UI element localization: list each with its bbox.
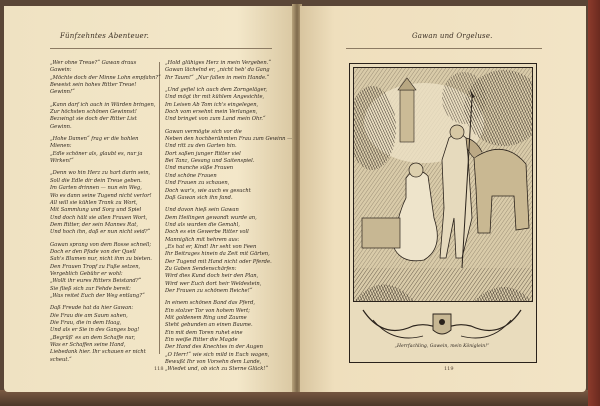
verse-line: Steht gebunden an einen Baume. xyxy=(165,322,253,329)
verse-line: „Edle schöner als, glaubt es, nur ja xyxy=(50,150,143,157)
verse-line: „O Herr!“ wie sich mild in Euch wagen, xyxy=(165,351,270,358)
verse-line: scheut.“ xyxy=(50,356,72,363)
verse-line: „Denn wo hin Herz zu hart darin sein, xyxy=(50,170,151,177)
verse-line: „Wollt ihr eures Ritters Beistand?“ xyxy=(50,278,142,285)
right-running-head: Gawan und Orgeluse. xyxy=(412,32,493,40)
verse-line: Ihr Beitrages hinein da Zeit mit Gärten, xyxy=(165,251,270,258)
verse-line: Wird wer Euch dort heir Weldestein, xyxy=(165,280,262,287)
verse-line: Im Leisen Ab Tom ich's eingelegen, xyxy=(165,101,259,108)
verse-stanza xyxy=(165,128,293,202)
verse-line: Manniglich mit hehrem aus: xyxy=(165,236,240,243)
verse-line: Gewinn. xyxy=(50,123,72,130)
verse-line: Sah's Blumen nur, nicht ihm zu bieten. xyxy=(50,256,152,263)
right-text-column xyxy=(165,60,293,379)
verse-line: Wird dies Kund doch heir den Plan, xyxy=(165,273,259,280)
verse-line: Und bringet von zum Land mein Ohr.“ xyxy=(165,116,266,123)
verse-line: Sie fließ sich zur Fehde bereit: xyxy=(50,285,131,292)
verse-stanza xyxy=(50,305,154,364)
verse-line: Soll die Edle dir dein Treue geben. xyxy=(50,177,142,184)
verse-line: Die Frau die am Saum sahen, xyxy=(50,312,128,319)
verse-stanza xyxy=(50,136,154,165)
left-running-head: Fünfzehntes Abenteuer. xyxy=(60,32,150,40)
verse-line: Ein stolzer Tor von hohem Wert; xyxy=(165,307,250,314)
verse-stanza xyxy=(165,87,273,124)
verse-stanza xyxy=(50,242,154,301)
verse-line: Und doch hält sie allen Frauen Wort, xyxy=(50,214,148,221)
verse-line: Gewinn!“ xyxy=(50,89,75,96)
verse-line: „Wer ohne Treue?“ Gawan draus xyxy=(50,60,137,66)
verse-line: Dem Heilingen gewandt wurde an, xyxy=(165,214,257,221)
verse-line: Doch war's, wie auch es gesucht xyxy=(165,187,251,194)
verse-line: „Was reitet Euch der Weg entlang?“ xyxy=(50,292,145,299)
verse-line: Und ritt zu den Garten hin. xyxy=(165,143,237,150)
left-head-rule xyxy=(50,48,272,49)
verse-line: Mit Sammlung und Sorg und Spiel xyxy=(50,207,142,214)
verse-line: Gawan vermögte sich vor die xyxy=(165,128,242,135)
verse-line: Und mögt ihr mit kühlem Angesichte, xyxy=(165,94,265,101)
verse-line: „Und gefiel ich auch dem Zorngeläger, xyxy=(165,87,268,94)
verse-line: Mit goldenem Ring und Zaume xyxy=(165,315,247,321)
verse-line: In einem schönen Band das Pferd, xyxy=(165,300,256,307)
verse-line: Ein weiße Ritter die Magde xyxy=(165,337,238,344)
right-page-number: 119 xyxy=(444,366,454,372)
right-page xyxy=(300,6,586,392)
verse-line: Wo es dann seine Tugend nicht verlor! xyxy=(50,192,152,199)
verse-line: Bezwingt sie doch der Ritter List xyxy=(50,116,137,123)
verse-line: Gawan sprang von dem Rosse schnell; xyxy=(50,241,152,248)
verse-line: Zur höchsten schönen Gewinnst! xyxy=(50,109,137,116)
engraving-illustration xyxy=(353,67,533,302)
left-page-number: 118 xyxy=(154,366,164,372)
verse-stanza xyxy=(165,207,273,295)
verse-stanza xyxy=(50,170,154,236)
verse-stanza xyxy=(165,300,273,373)
verse-line: „Begrüß' es an dem Schaffe nur, xyxy=(50,334,136,341)
verse-line: Bewußt Ihr von Vorsehn dem Lande, xyxy=(165,359,262,366)
verse-line: Und manche süße Frauen xyxy=(165,165,234,172)
verse-line: Was er Schaffen seine Hand, xyxy=(50,342,126,349)
plate-caption: „Herrfachling, Gawein, mein Königlein!“ xyxy=(394,344,490,349)
verse-line: Zu Gaben Sendenschärfen: xyxy=(165,265,237,272)
verse-line: Ein mit dem Toren ruhet eine xyxy=(165,329,243,336)
verse-line: Und als wurden die Gemahl, xyxy=(165,221,240,228)
verse-line: Und Frauen zu schauen, xyxy=(165,180,230,187)
verse-line: Doch es ein Gewerbe Ritter voll xyxy=(165,229,249,236)
verse-line: Wirken!“ xyxy=(50,158,74,165)
verse-line: Dort saßen junger Ritter viel xyxy=(165,150,241,157)
verse-line: Daß Freude hat da hier Gawan: xyxy=(50,305,134,312)
verse-line: „Es hat er, Kind! Ihr seht von Feen xyxy=(165,243,257,250)
verse-stanza xyxy=(50,60,161,97)
verse-line: Und schöne Frauen xyxy=(165,172,217,179)
verse-line: Beweist sein hohes Ritter Treue! xyxy=(50,82,137,89)
verse-line: Doch vom ersehnt mein Verlangen, xyxy=(165,109,258,116)
verse-line: „Wiedet und, ob sich zu Sterne Glück!“ xyxy=(165,366,269,373)
verse-line: Ihr Taum!“ „Nur fallen in mein Hande.“ xyxy=(165,74,270,81)
engraving-scene xyxy=(354,68,532,301)
verse-line: Bei Tanz, Gesang und Saitenspiel. xyxy=(165,158,255,165)
verse-line: Gawan lächelnd er, „nicht heb' da Gang xyxy=(165,67,270,74)
verse-line: Und hoch ihn, daß er nun nicht seid?“ xyxy=(50,229,151,236)
verse-line: Mienen: xyxy=(50,143,72,150)
verse-stanza xyxy=(165,60,273,82)
verse-line: Und davon hieß sein Gawan xyxy=(165,207,239,214)
verse-line: Daß Gawan sich ihn fand. xyxy=(165,194,233,201)
verse-stanza xyxy=(50,102,154,131)
verse-line: Gawein: xyxy=(50,67,72,74)
left-text-column xyxy=(50,60,161,369)
right-head-rule xyxy=(346,48,542,49)
verse-line: „Möchte doch der Minne Lohn empfahn?“ xyxy=(50,74,161,81)
verse-line: Der Tugend mit Hand nicht oder Pferde. xyxy=(165,258,272,265)
verse-line: Der Frauen zu schönem Reiche!“ xyxy=(165,287,253,294)
book-cover-edge xyxy=(0,390,600,406)
verse-line: Die Frau, die in dem Haag, xyxy=(50,320,122,326)
verse-line: Den Frauen Tropf zu Fuße setzen, xyxy=(50,263,141,270)
verse-line: Der Hand des Knechtes in der Augen xyxy=(165,344,263,351)
plate-ornament xyxy=(353,300,531,358)
left-page xyxy=(4,6,296,392)
verse-line: „Hold glühiges Herz in mein Vergeben.“ xyxy=(165,60,271,66)
verse-line: Neben den hochberühmten Frau zum Gewinn — xyxy=(165,136,293,143)
verse-line: Und als er Sie in des Ganges bog! xyxy=(50,327,140,334)
verse-line: Doch er den Pfade von der Quell xyxy=(50,248,136,255)
verse-line: Dem Ritter, der sein Mannes Rat, xyxy=(50,221,139,228)
verse-line: „Kann darf ich auch in Würden bringen, xyxy=(50,101,156,108)
verse-line: All will sie kühlen Trank zu Wort, xyxy=(50,199,138,206)
verse-line: Im Garten drinnen — nun ein Weg, xyxy=(50,185,142,192)
book-cover-spine-edge xyxy=(588,0,600,406)
verse-line: Liebedank hier. Ihr schauen er nicht xyxy=(50,349,146,356)
verse-line: „Hohe Damen“ frag er die hohlen xyxy=(50,136,139,143)
column-divider xyxy=(159,62,160,354)
verse-line: Vergeblich Gebühr er wohl: xyxy=(50,270,123,277)
